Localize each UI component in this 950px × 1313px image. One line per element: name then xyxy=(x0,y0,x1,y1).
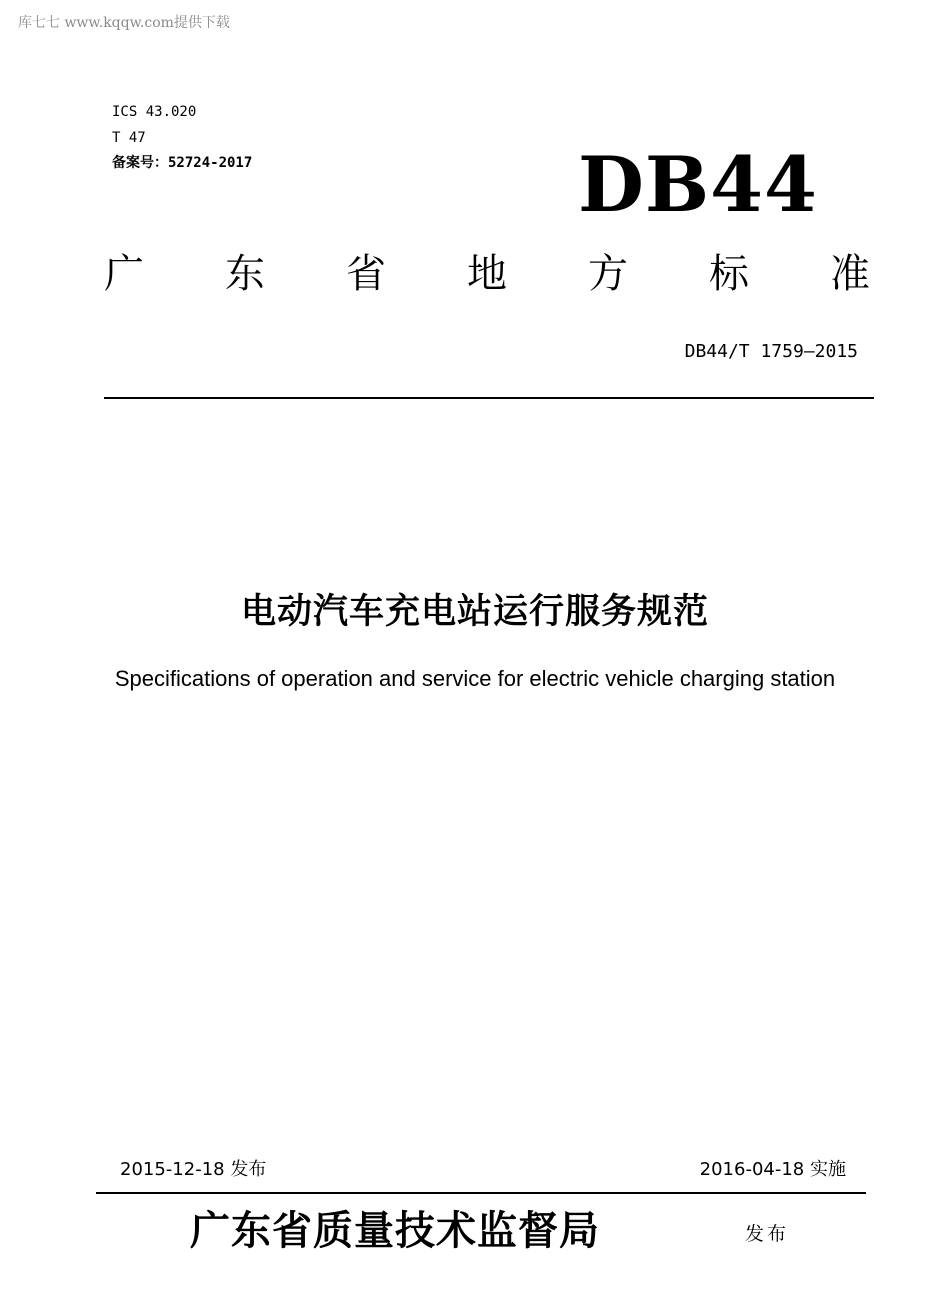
classification-code: T 47 xyxy=(112,130,146,146)
standard-number: DB44/T 1759—2015 xyxy=(684,341,858,362)
implementation-date: 2016-04-18 实施 xyxy=(699,1159,846,1180)
filing-number: 备案号：52724-2017 xyxy=(112,155,253,171)
standard-type-char: 地 xyxy=(467,251,507,297)
standard-type-char: 广 xyxy=(104,251,144,297)
ics-code: ICS 43.020 xyxy=(112,104,197,120)
standard-type-char: 标 xyxy=(709,251,749,297)
document-title-chinese: 电动汽车充电站运行服务规范 xyxy=(240,592,709,632)
header-divider xyxy=(104,397,874,399)
issue-label: 发布 xyxy=(745,1223,790,1245)
watermark-text: 库七七 www.kqqw.com提供下载 xyxy=(18,15,230,31)
standard-code-logo: DB44 xyxy=(578,140,818,229)
document-title-english: Specifications of operation and service for electric vehicle charging station xyxy=(114,666,836,691)
footer-divider xyxy=(96,1192,866,1194)
standard-type-heading xyxy=(104,250,870,298)
issuing-authority: 广东省质量技术监督局 xyxy=(190,1207,600,1254)
issue-date: 2015-12-18 发布 xyxy=(120,1159,267,1180)
standard-type-char: 东 xyxy=(225,251,265,297)
standard-type-char: 准 xyxy=(830,251,870,297)
standard-type-char: 省 xyxy=(346,251,386,297)
standard-type-char: 方 xyxy=(588,251,628,297)
